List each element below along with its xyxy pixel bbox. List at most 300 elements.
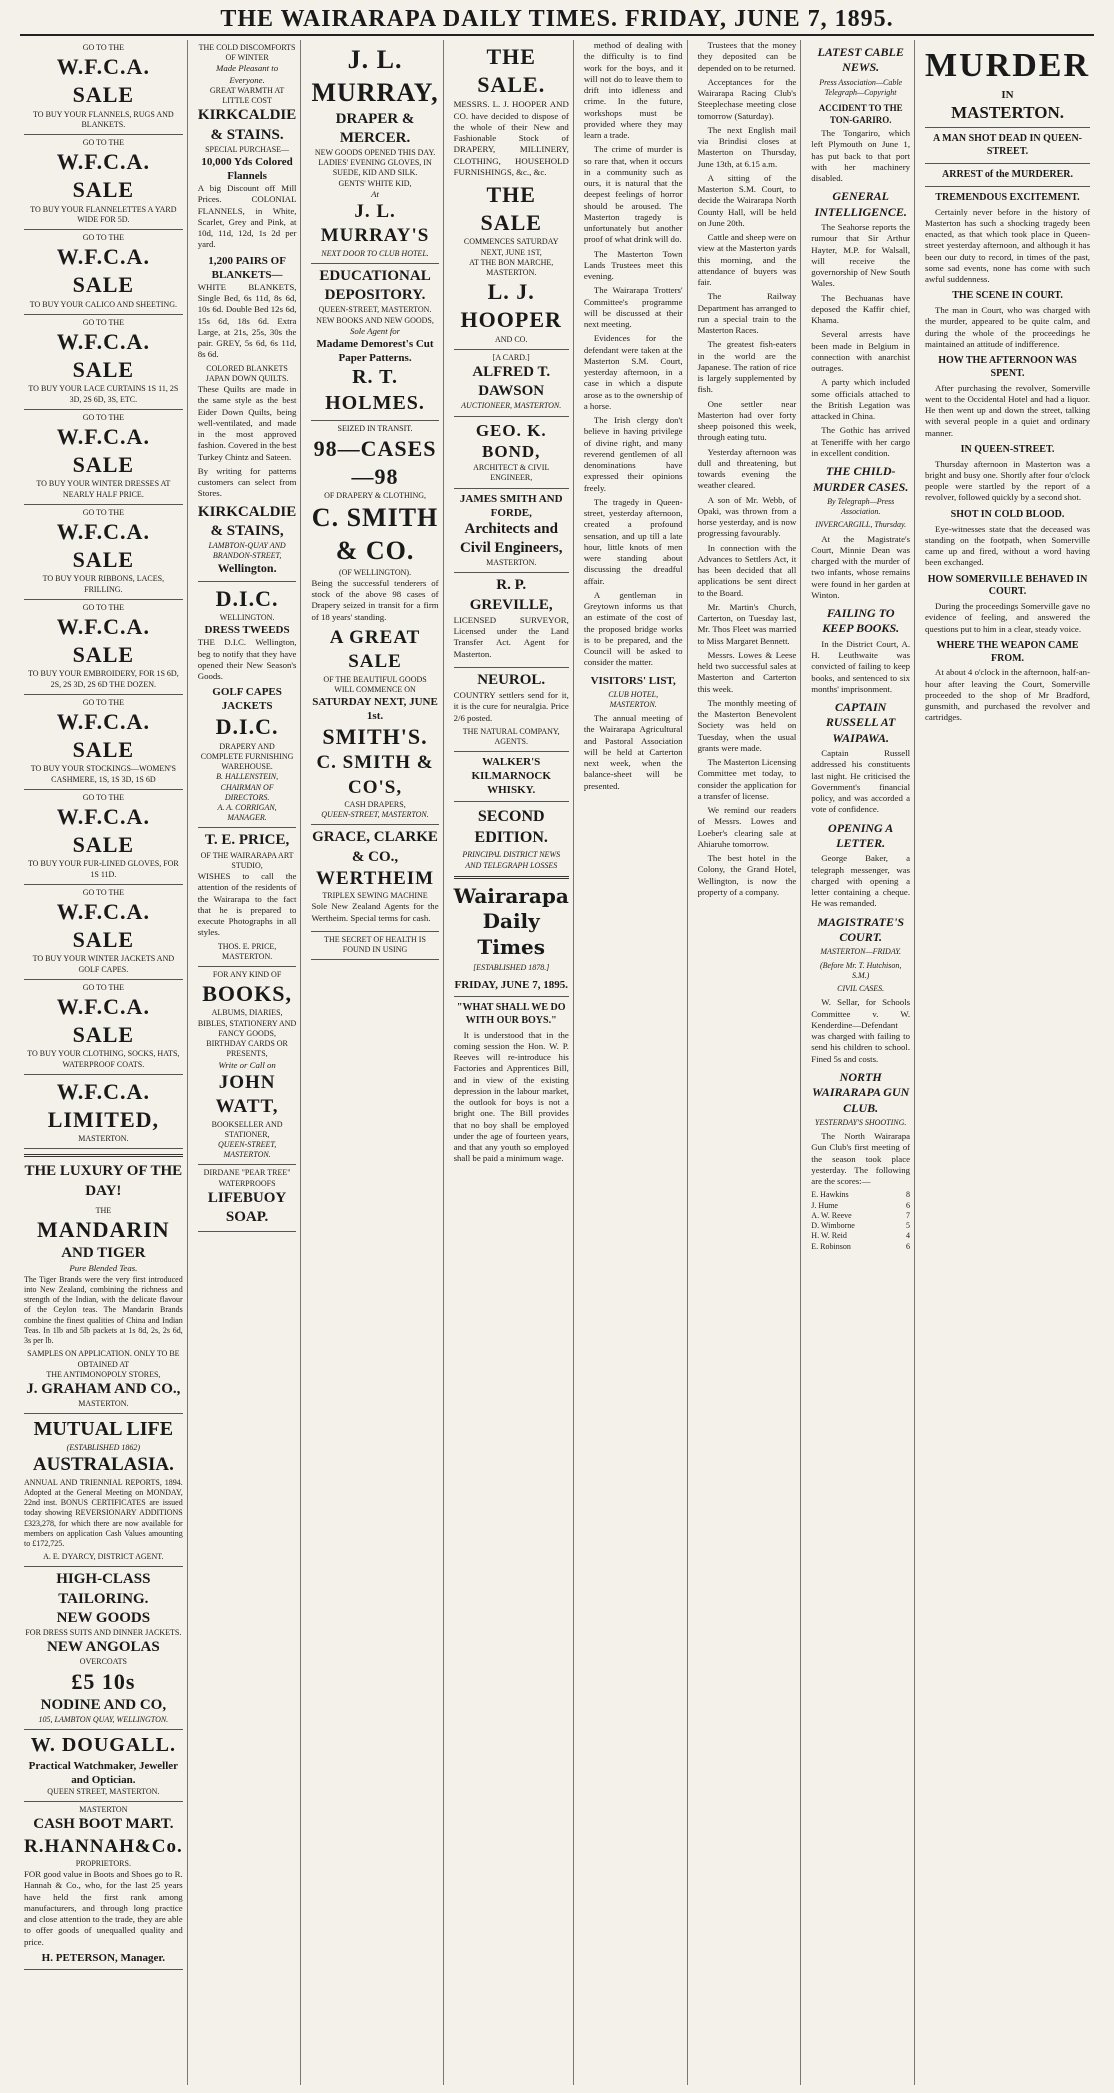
wfca-ad	[24, 410, 183, 505]
score-value: 6	[906, 1241, 911, 1251]
c6-para-6: The Railway Department has arranged to run a special train to the Masterton Races.	[697, 291, 797, 335]
wfca-sale-name: W.F.C.A. SALE	[56, 329, 150, 383]
smith-ad	[311, 421, 438, 825]
column-4	[450, 40, 574, 2085]
smith-queen-st: QUEEN-STREET, MASTERTON.	[321, 810, 429, 820]
score-row	[811, 1201, 910, 1211]
queen-street: QUEEN STREET, MASTERTON.	[47, 1787, 160, 1797]
dic-manager: A. A. CORRIGAN, MANAGER.	[217, 802, 277, 823]
bond-name: GEO. K. BOND,	[475, 420, 547, 462]
wfca-sale-name: W.F.C.A. SALE	[56, 424, 150, 478]
murder-para-5: Eye-witnesses state that the deceased was standing on the footpath, when Somerville came up and fired, without a word having been exchanged.	[925, 523, 1091, 568]
latest-cable-news: LATEST CABLE NEWS.	[817, 45, 904, 75]
hooper-co: AND CO.	[494, 334, 528, 344]
wfca-sale-name: W.F.C.A. SALE	[56, 54, 150, 108]
murder-masterton: MASTERTON.	[951, 102, 1064, 122]
c6-para-2: Acceptances for the Wairarapa Racing Club's Steeplechase meeting close tomorrow (Saturday).	[697, 76, 797, 121]
will-commence: WILL COMMENCE ON	[334, 684, 416, 694]
arrest-heading: ARREST of the MURDERER.	[942, 168, 1073, 180]
opening-text: George Baker, a telegraph messenger, was charged with opening a letter containing a cheque. He was remanded.	[811, 853, 911, 909]
wfca-go-to: GO TO THE	[82, 43, 125, 52]
column-1	[20, 40, 188, 2085]
times-title: Wairarapa Daily Times	[453, 883, 569, 960]
beautiful-goods: OF THE BEAUTIFUL GOODS	[323, 674, 427, 684]
score-row	[811, 1221, 910, 1231]
wfca-go-to: GO TO THE	[82, 792, 125, 802]
hannah-name: R.HANNAH&Co.	[24, 1835, 183, 1857]
columns	[20, 40, 1094, 2085]
saturday-next: SATURDAY NEXT, JUNE 1st.	[312, 696, 438, 723]
natural-co: THE NATURAL COMPANY, AGENTS.	[462, 726, 560, 746]
blanket-text: WHITE BLANKETS, Single Bed, 6s 11d, 8s 6d, 10s 6d. Double Bed 12s 6d, 15s 6d, 18s 6d. Extra Large, at 21s, 25s, 30s the pair. GREY, 5s 6d, 6s 11d, 8s 6d.	[197, 281, 297, 360]
wfca-line: TO BUY YOUR FLANNELS, RUGS AND BLANKETS.	[33, 109, 174, 129]
mutual-life-title: MUTUAL LIFE	[33, 1418, 174, 1441]
second-edition-sub: PRINCIPAL DISTRICT NEWS AND TELEGRAPH LOSSES	[462, 850, 561, 870]
c5-para-5: Evidences for the defendant were taken at the Masterton S.M. Court, yesterday afternoon, in a case in which a dispute arose as to the ownership of a horse.	[583, 333, 683, 411]
wfca-line: TO BUY YOUR WINTER DRESSES AT NEARLY HALF PRICE.	[36, 479, 171, 499]
wfca-ad	[24, 40, 183, 135]
wfca-line: TO BUY YOUR STOCKINGS—WOMEN'S CASHMERE, 1S, 1S 3D, 1S 6D	[30, 764, 176, 784]
wfca-go-to: GO TO THE	[82, 233, 125, 243]
smith-cos: C. SMITH & CO'S,	[316, 752, 434, 798]
failing-books-heading: FAILING TO KEEP BOOKS.	[822, 606, 900, 636]
hannah-ad	[24, 1802, 183, 1970]
kirkcaldie-footer: KIRKCALDIE & STAINS,	[197, 503, 297, 539]
dawson-name: ALFRED T. DAWSON	[472, 364, 551, 400]
luxury-heading: THE LUXURY OF THE DAY!	[24, 1163, 183, 1199]
before-line: (Before Mr. T. Hutchison, S.M.)	[820, 960, 902, 980]
russell-text: Captain Russell addressed his constituents last night. He criticised the Government's financial policy, and was accorded a vote of confidence.	[811, 748, 911, 815]
wfca-go-to: GO TO THE	[82, 412, 125, 422]
score-name: D. Wimborne	[811, 1221, 855, 1231]
scene-heading: THE SCENE IN COURT.	[952, 290, 1063, 302]
overcoats: OVERCOATS	[79, 1657, 127, 1667]
nodine-name: NODINE AND CO,	[40, 1696, 167, 1713]
c6-para-1: Trustees that the money they deposited can be depended on to be returned.	[697, 40, 797, 73]
and-tiger: AND TIGER	[61, 1245, 146, 1262]
holmes-ad	[311, 264, 438, 421]
score-value: 4	[906, 1231, 911, 1241]
murder-para-6: During the proceedings Somerville gave no evidence of feeling, and answered the questions put to him in a clear, steady voice.	[925, 601, 1091, 634]
tongariro-text: The Tongariro, which left Plymouth on June 1, has put back to that port with her machinery disabled.	[811, 128, 911, 184]
wfca-ad	[24, 600, 183, 695]
c5-para-8: A gentleman in Greytown informs us that an estimate of the cost of the proposed bridge works is to be prepared, and the Council will be asked to consider the matter.	[583, 589, 683, 668]
wfca-town: MASTERTON.	[78, 1134, 129, 1144]
dic-text: THE D.I.C. Wellington, beg to notify that they have opened their New Season's Goods.	[197, 637, 297, 681]
coloured-blankets: COLORED BLANKETS	[206, 363, 288, 373]
wfca-go-to: GO TO THE	[82, 697, 125, 707]
weapon-heading: WHERE THE WEAPON CAME FROM.	[936, 639, 1079, 664]
score-value: 5	[906, 1221, 911, 1231]
c5-para-4: The Wairarapa Trotters' Committee's programme will be discussed at their next meeting.	[583, 285, 683, 329]
civil-cases: CIVIL CASES.	[837, 984, 885, 994]
price: £5 10s	[71, 1668, 136, 1694]
mutual-australasia: AUSTRALASIA.	[32, 1454, 174, 1476]
next-club: NEXT DOOR TO CLUB HOTEL.	[321, 248, 429, 258]
dic-title: D.I.C.	[215, 585, 279, 611]
hooper-ad	[454, 40, 569, 350]
c6-para-9: Yesterday afternoon was dull and threatening, but towards evening the weather cleared.	[697, 446, 797, 491]
wfca-sale-name: W.F.C.A. SALE	[56, 709, 150, 763]
of-drapery: OF DRAPERY & CLOTHING,	[324, 490, 426, 500]
hannah-town: MASTERTON	[79, 1805, 128, 1815]
mutual-agent: A. E. DYARCY, DISTRICT AGENT.	[43, 1552, 164, 1562]
wfca-line: TO BUY YOUR FUR-LINED GLOVES, FOR 1S 11D.	[27, 859, 179, 879]
gun-text: The North Wairarapa Gun Club's first meeting of the season took place yesterday. The following are the scores:—	[811, 1131, 911, 1187]
lifebuoy: LIFEBUOY SOAP.	[207, 1189, 287, 1226]
score-name: A. W. Reeve	[811, 1210, 852, 1220]
new-goods-opened: NEW GOODS OPENED THIS DAY.	[314, 147, 436, 157]
pear-tree-ad	[198, 1165, 297, 1232]
golf-capes: GOLF CAPES JACKETS	[212, 686, 282, 713]
wfca-sale-name: W.F.C.A. SALE	[56, 244, 150, 298]
triplex: TRIPLEX SEWING MACHINE	[322, 891, 428, 901]
neurol-text: COUNTRY settlers send for it, it is the cure for neuralgia. Price 2/6 posted.	[453, 690, 569, 723]
wfca-ad	[24, 315, 183, 410]
blanket-pairs: 1,200 PAIRS OF BLANKETS—	[208, 254, 286, 281]
gents-kid: GENTS' WHITE KID,	[338, 178, 412, 188]
murder-para-1: Certainly never before in the history of Masterton has such a shocking tragedy been enacted, as that which took place in Queen-street yesterday afternoon, and although it has been our duty to record, in times of the past, some sad events, none has come with such awful suddenness.	[925, 206, 1091, 285]
murray-ad	[311, 40, 438, 264]
neurol-title: NEUROL.	[477, 671, 546, 688]
wfca-go-to: GO TO THE	[82, 507, 125, 517]
commences: COMMENCES SATURDAY NEXT, JUNE 1ST,	[463, 237, 559, 257]
c5-para-3: The Masterton Town Lands Trustees meet this evening.	[583, 248, 683, 281]
dress-tweeds: DRESS TWEEDS	[204, 624, 290, 637]
press-assoc: Press Association—Cable Telegraph—Copyright	[819, 77, 903, 97]
scores-table	[811, 1190, 910, 1251]
murder-para-2: The man in Court, who was charged with the murder, appeared to be quite calm, and during the whole of the proceedings he maintained an attitude of indifference.	[925, 305, 1091, 349]
c6-para-16: We remind our readers of Messrs. Lowes and Loeber's clearing sale at Ahiaruhe tomorrow.	[697, 805, 797, 849]
suits-line: FOR DRESS SUITS AND DINNER JACKETS.	[25, 1628, 182, 1638]
watt-name: JOHN WATT,	[215, 1071, 279, 1118]
evening-gloves: LADIES' EVENING GLOVES, IN SUEDE, KID AND SILK.	[318, 158, 432, 178]
wfca-go-to: GO TO THE	[82, 317, 125, 327]
new-goods: NEW GOODS	[56, 1609, 151, 1626]
wfca-ad	[24, 885, 183, 980]
editorial-text: It is understood that in the coming session the Hon. W. P. Reeves will re-introduce his Factories and Apprentices Bill, and in view of the existing depression in the labour market, the outlook for boys is not a bright one. The Bill provides that no boy shall be employed under the age of fourteen years, and that any youth so employed shall be paid a minimum wage.	[453, 1029, 569, 1164]
gen-4: A party which included some officials attached to the British Legation was attacked in China.	[811, 377, 911, 422]
magistrate-heading: MAGISTRATE'S COURT.	[817, 914, 905, 944]
lambton-quay: LAMBTON-QUAY AND BRANDON-STREET,	[208, 540, 286, 561]
wfca-sale-name: W.F.C.A. SALE	[56, 519, 150, 573]
wfca-go-to: GO TO THE	[82, 887, 125, 897]
score-row	[811, 1231, 910, 1241]
score-row	[811, 1211, 910, 1221]
proprietors: PROPRIETORS.	[75, 1858, 131, 1868]
c6-para-7: The greatest fish-eaters in the world are the Japanese. The ration of rice is largely supplemented by fish.	[697, 339, 797, 395]
score-row	[811, 1190, 910, 1200]
cash-drapers: CASH DRAPERS,	[344, 799, 406, 809]
afternoon-heading: HOW THE AFTERNOON WAS SPENT.	[938, 355, 1077, 379]
c5-para-1: method of dealing with the difficulty is to find work for the boys, and it will not do to leave them to drift into idleness and crime. In the future, workshops must be provided where they may learn a trade.	[583, 40, 683, 140]
c6-para-8: One settler near Masterton had over forty sheep poisoned this week, through eating tutu.	[697, 398, 797, 443]
peterson-manager: H. PETERSON, Manager.	[41, 1951, 166, 1964]
murder-para-7: At about 4 o'clock in the afternoon, half-an-hour after leaving the Court, Somerville proceeded to the shop of Mr Bradford, gunsmith, and purchased the revolver and cartridges.	[925, 667, 1091, 723]
score-name: J. Hume	[811, 1200, 838, 1210]
column-2	[194, 40, 302, 2085]
cases-98: 98—CASES—98	[313, 435, 437, 489]
score-name: H. W. Reid	[811, 1231, 847, 1241]
architects-ad	[454, 489, 569, 574]
newspaper-title: THE WAIRARAPA DAILY TIMES. FRIDAY, JUNE 7, 1895.	[220, 6, 894, 32]
tailoring-heading: HIGH-CLASS TAILORING.	[56, 1571, 151, 1607]
cold-blood-heading: SHOT IN COLD BLOOD.	[950, 508, 1065, 520]
score-name: E. Hawkins	[811, 1190, 849, 1200]
gun-club-heading: NORTH WAIRARAPA GUN CLUB.	[812, 1069, 910, 1115]
wellington: Wellington.	[217, 561, 277, 576]
mandarin-ad	[24, 1203, 183, 1415]
books-title: BOOKS,	[202, 981, 292, 1007]
new-books: NEW BOOKS AND NEW GOODS,	[316, 315, 434, 325]
grace-name: GRACE, CLARKE & CO.,	[312, 829, 438, 865]
price-name: T. E. PRICE,	[204, 832, 290, 849]
walker-ad	[454, 752, 569, 802]
sole-agent: Sole Agent for	[349, 325, 401, 336]
dic-town: WELLINGTON.	[219, 612, 275, 622]
greville-ad	[454, 573, 569, 667]
c6-para-14: The monthly meeting of the Masterton Benevolent Society was held on Tuesday, when the usual grants were made.	[697, 697, 797, 753]
hannah-text: FOR good value in Boots and Shoes go to R. Hannah & Co., who, for the last 25 years have held the first rank among manufacturers, and through long practice and close attention to the trade, they are able to offer goods of unequalled quality and price.	[24, 1869, 183, 1947]
bond-ad	[454, 417, 569, 489]
price-studio-ad	[198, 828, 297, 967]
seized-in-transit: SEIZED IN TRANSIT.	[337, 424, 413, 434]
walker-whisky: WALKER'S KILMARNOCK WHISKY.	[471, 756, 551, 797]
kirkcaldie-name: KIRKCALDIE & STAINS.	[197, 107, 297, 143]
the-sale: THE SALE.	[477, 44, 546, 98]
dic-title-2: D.I.C.	[215, 714, 279, 740]
c6-para-17: The best hotel in the Colony, the Grand Hotel, Wellington, is now the property of a company.	[697, 853, 797, 897]
grace-text: Sole New Zealand Agents for the Wertheim. Special terms for cash.	[311, 901, 439, 923]
hallenstein: B. HALLENSTEIN, CHAIRMAN OF DIRECTORS.	[216, 772, 279, 802]
score-value: 6	[906, 1200, 911, 1210]
c6-para-11: In connection with the Advances to Settlers Act, it has been decided that all applications be sent direct to the Board.	[697, 542, 797, 598]
cold-discomforts: THE COLD DISCOMFORTS OF WINTER	[198, 43, 296, 63]
c5-para-2: The crime of murder is so rare that, when it occurs in a community such as ours, it is natural that the deepest feelings of horror should be aroused. The Masterton tragedy is unfortunately but another proof of what drink will do.	[583, 144, 683, 245]
behaved-heading: HOW SOMERVILLE BEHAVED IN COURT.	[927, 573, 1088, 598]
architects-line: Architects and Civil Engineers,	[459, 520, 563, 557]
queen-street-heading: IN QUEEN-STREET.	[960, 443, 1055, 455]
visitors-list: VISITORS' LIST,	[590, 674, 676, 687]
general-intelligence: GENERAL INTELLIGENCE.	[814, 189, 907, 219]
architects-town: MASTERTON.	[486, 558, 537, 568]
wfca-limited: W.F.C.A. LIMITED,	[47, 1078, 159, 1133]
grace-clarke-ad	[311, 825, 438, 931]
accident-heading: ACCIDENT TO THE TON-GARIRO.	[818, 103, 903, 125]
dawson-ad	[454, 350, 569, 417]
neurol-ad	[454, 668, 569, 752]
mag-text: W. Sellar, for Schools Committee v. W. Kenderdine—Defendant was charged with failing to send his children to school. Fined 5s and costs.	[811, 997, 911, 1064]
visitors-sub: CLUB HOTEL, MASTERTON.	[608, 689, 659, 709]
wfca-line: TO BUY YOUR CALICO AND SHEETING.	[29, 299, 177, 309]
mag-sub: MASTERTON—FRIDAY.	[820, 947, 901, 957]
murray-at: At	[371, 188, 379, 199]
child-murder-heading: THE CHILD-MURDER CASES.	[812, 464, 909, 494]
bon-marche: AT THE BON MARCHE, MASTERTON.	[469, 257, 554, 278]
smith-forde: JAMES SMITH AND FORDE,	[459, 492, 563, 519]
column-5	[580, 40, 688, 2085]
boot-mart: CASH BOOT MART.	[33, 1816, 174, 1833]
great-warmth: GREAT WARMTH AT LITTLE COST	[209, 85, 285, 106]
smith-town: (OF WELLINGTON).	[338, 567, 412, 577]
holmes-queen-st: QUEEN-STREET, MASTERTON.	[318, 305, 432, 315]
gun-sub: YESTERDAY'S SHOOTING.	[814, 1117, 907, 1127]
greville-text: LICENSED SURVEYOR, Licensed under the Land Transfer Act. Agent for Masterton.	[453, 614, 569, 659]
wfca-sale-name: W.F.C.A. SALE	[56, 994, 150, 1048]
wfca-go-to: GO TO THE	[82, 138, 125, 148]
nodine-address: 105, LAMBTON QUAY, WELLINGTON.	[38, 1715, 169, 1725]
hooper-name: L. J. HOOPER	[460, 279, 562, 333]
c6-para-10: A son of Mr. Webb, of Opaki, was thrown from a horse yesterday, and is now progressing favourably.	[697, 494, 797, 539]
wfca-line: TO BUY YOUR FLANNELETTES A YARD WIDE FOR 5D.	[30, 204, 177, 224]
wfca-ad	[24, 790, 183, 885]
murder-para-3: After purchasing the revolver, Somerville went to the Occidental Hotel and had a liquor. He then went up and down the street, talking with several people in a quiet and ordinary manner.	[925, 382, 1091, 438]
wfca-ad	[24, 505, 183, 600]
japan-text: These Quilts are made in the same style as the best Eider Down Quilts, being well-ventilated, and made in the most approved fashion. Covered in the best Turkey Chintz and Sateen.	[197, 384, 297, 462]
dougall-name: W. DOUGALL.	[30, 1734, 176, 1757]
price-sign: THOS. E. PRICE, MASTERTON.	[217, 941, 277, 961]
smith-name: C. SMITH & CO.	[311, 503, 439, 566]
murder-heading: MURDER	[925, 47, 1091, 84]
art-studio: OF THE WAIRARAPA ART STUDIO,	[200, 850, 294, 870]
wfca-ad	[24, 230, 183, 315]
smiths: SMITH'S.	[322, 724, 428, 750]
card-label: [A CARD.]	[492, 352, 530, 362]
architect: ARCHITECT & CIVIL ENGINEER,	[473, 463, 550, 483]
masthead	[20, 4, 1094, 36]
wfca-ad	[24, 695, 183, 790]
new-angolas: NEW ANGOLAS	[47, 1639, 160, 1656]
child-text: At the Magistrate's Court, Minnie Dean was charged with the murder of two infants, whose remains were found in her garden at Winton.	[811, 533, 911, 600]
greville-name: R. P. GREVILLE,	[469, 577, 553, 613]
kirkcaldie-ad	[198, 40, 297, 582]
score-value: 8	[906, 1190, 911, 1200]
flannel-text: A big Discount off Mill Prices. COLONIAL FLANNELS, in White, Scarlet, Grey and Pink, at 10d, 11d, 12d, 1s 2d per yard.	[197, 183, 297, 250]
murray-name-2: J. L. MURRAY'S	[320, 201, 430, 247]
made-pleasant: Made Pleasant to Everyone.	[216, 63, 279, 85]
the-sale-2: THE SALE	[480, 182, 542, 236]
butterick: Madame Demorest's Cut Paper Patterns.	[316, 338, 434, 365]
gen-3: Several arrests have been made in Belgium in connection with anarchist outrages.	[811, 329, 911, 374]
watt-address: QUEEN-STREET, MASTERTON.	[217, 1139, 277, 1160]
gen-1: The Seahorse reports the rumour that Sir Arthur Hayter, M.P. for Walsall, will receive the governorship of New South Wales.	[811, 222, 911, 289]
bookseller: BOOKSELLER AND STATIONER,	[211, 1119, 283, 1139]
dougall-ad	[24, 1730, 183, 1802]
special-purchase: SPECIAL PURCHASE—	[205, 144, 290, 154]
holmes-name: R. T. HOLMES.	[325, 366, 425, 414]
japan-quilts: JAPAN DOWN QUILTS.	[205, 373, 289, 383]
russell-heading: CAPTAIN RUSSELL AT WAIPAWA.	[825, 700, 896, 745]
c6-para-12: Mr. Martin's Church, Carterton, on Tuesday last, Mr. Thos Fleet was married to Miss Margaret Bennett.	[697, 601, 797, 646]
excitement-heading: TREMENDOUS EXCITEMENT.	[935, 191, 1080, 203]
score-row	[811, 1242, 910, 1252]
books-for: FOR ANY KIND OF	[212, 970, 282, 980]
c6-para-5: Cattle and sheep were on view at the Masterton yards this morning, and the attendance of buyers was fair.	[697, 232, 797, 287]
blended-teas: Pure Blended Teas.	[69, 1263, 138, 1274]
dic-ad	[198, 582, 297, 829]
c6-para-4: A sitting of the Masterton S.M. Court, to decide the Wairarapa North County Hall, will be held on June 20th.	[697, 172, 797, 228]
shot-dead-heading: A MAN SHOT DEAD IN QUEEN-STREET.	[933, 133, 1083, 158]
c6-para-3: The next English mail via Brindisi closes at Masterton on Thursday, June 13th, at 6.15 a.m.	[697, 124, 797, 169]
wfca-line: TO BUY YOUR WINTER JACKETS AND GOLF CAPES.	[32, 954, 175, 974]
price-text: WISHES to call the attention of the residents of the Wairarapa to the fact that he is prepared to execute Photographs in all styles.	[197, 871, 297, 938]
column-3	[307, 40, 443, 2085]
wfca-sale-name: W.F.C.A. SALE	[56, 614, 150, 668]
smith-text: Being the successful tenderers of stock of the above 98 cases of Drapery seized in transit for a firm of 18 years' standing.	[311, 577, 439, 622]
draper-mercer: DRAPER & MERCER.	[335, 110, 415, 146]
mutual-text: ANNUAL AND TRIENNIAL REPORTS, 1894. Adopted at the General Meeting on MONDAY, 22nd inst. BONUS CERTIFICATES are issued today showing REVERSIONARY ADDITIONS £323,278, for which there are now available for members on application Cash Values amounting to £172,725.	[24, 1477, 183, 1548]
wfca-sale-name: W.F.C.A. SALE	[56, 804, 150, 858]
wfca-ad	[24, 135, 183, 230]
antimonopoly-stores: THE ANTIMONOPOLY STORES,	[46, 1369, 161, 1379]
c6-para-15: The Masterton Licensing Committee met today, to consider the application for a transfer of license.	[697, 757, 797, 801]
mutual-life-ad	[24, 1414, 183, 1567]
pear-tree: DIRDANE "PEAR TREE" WATERPROOFS	[203, 1168, 291, 1188]
gen-5: The Gothic has arrived at Teneriffe with her cargo in excellent condition.	[811, 425, 911, 458]
score-value: 7	[906, 1210, 911, 1220]
books-list: ALBUMS, DIARIES, BIBLES, STATIONERY AND FANCY GOODS, BIRTHDAY CARDS OR PRESENTS,	[197, 1008, 297, 1059]
wfca-line: TO BUY YOUR CLOTHING, SOCKS, HATS, WATERPROOF COATS.	[27, 1049, 180, 1069]
mutual-established: (ESTABLISHED 1862)	[66, 1443, 141, 1453]
books-ad	[198, 967, 297, 1165]
murder-in: IN	[1001, 88, 1014, 101]
failing-text: In the District Court, A. H. Leuthwaite was convicted of failing to keep books, and sentenced to six months' imprisonment.	[811, 638, 911, 694]
educational-depository: EDUCATIONAL DEPOSITORY.	[319, 267, 431, 304]
apply-text: By writing for patterns customers can select from Stores.	[197, 465, 297, 499]
column-7	[807, 40, 915, 2085]
child-sub: By Telegraph—Press Association.	[827, 496, 895, 517]
gen-2: The Bechuanas have deposed the Kaffir chief, Khama.	[811, 292, 911, 326]
wfca-line: TO BUY YOUR EMBROIDERY, FOR 1S 6D, 2S, 2S 3D, 2S 6D THE DOZEN.	[28, 669, 179, 689]
c6-para-13: Messrs. Lowes & Leese held two successful sales at Masterton and Carterton this week.	[697, 649, 797, 694]
wfca-go-to: GO TO THE	[82, 982, 125, 992]
coloured-flannels: 10,000 Yds Colored Flannels	[201, 156, 293, 183]
write-line: Write or Call on	[218, 1059, 276, 1070]
samples-line: SAMPLES ON APPLICATION. ONLY TO BE OBTAINED AT	[27, 1349, 180, 1369]
tea-text: The Tiger Brands were the very first introduced into New Zealand, combining the richness and strength of the Indian, with the delicate flavour of the Ceylon teas. The Mandarin Brands combine the finest qualities of China and Indian Teas. In 1lb and 5lb packets at 1s 8d, 2s, 2s 6d, 3s per lb.	[24, 1274, 183, 1346]
graham-town: MASTERTON.	[78, 1399, 129, 1409]
score-name: E. Robinson	[811, 1241, 851, 1251]
hooper-text: MESSRS. L. J. HOOPER AND CO. have decided to dispose of the whole of their New and Fashionable Stock of DRAPERY, MILLINERY, CLOTHING, HOUSEHOLD FURNISHINGS, &c., &c.	[453, 99, 569, 177]
watchmaker-line: Practical Watchmaker, Jeweller and Optician.	[28, 1759, 179, 1786]
mandarin-the: THE	[95, 1205, 112, 1215]
graham-name: J. GRAHAM AND CO.,	[26, 1381, 181, 1398]
wfca-footer-ad	[24, 1075, 183, 1150]
edition-date: FRIDAY, JUNE 7, 1895.	[454, 978, 568, 991]
invercargill: INVERCARGILL, Thursday.	[815, 520, 907, 530]
c5-para-6: The Irish clergy don't believe in having privilege of divine right, and many reverend gentlemen of all denominations have expressed their opinions freely.	[583, 415, 683, 493]
opening-letter-heading: OPENING A LETTER.	[828, 820, 894, 851]
dic-drapery: DRAPERY AND COMPLETE FURNISHING WAREHOUSE.	[200, 741, 294, 772]
column-8	[921, 40, 1094, 2085]
column-6	[694, 40, 802, 2085]
auctioneer: AUCTIONEER, MASTERTON.	[461, 401, 562, 411]
editorial-heading: "WHAT SHALL WE DO WITH OUR BOYS."	[456, 1001, 566, 1026]
great-sale: A GREAT SALE	[329, 626, 421, 673]
wfca-go-to: GO TO THE	[82, 602, 125, 612]
wfca-ad	[24, 980, 183, 1075]
murder-para-4: Thursday afternoon in Masterton was a bright and busy one. Shortly after four o'clock people were startled by the report of a revolver, followed quickly by a second shot.	[925, 458, 1091, 503]
tailoring-ad	[24, 1567, 183, 1730]
wfca-line: TO BUY YOUR LACE CURTAINS 1S 11, 2S 3D, 2S 6D, 3S, ETC.	[28, 384, 179, 404]
wfca-sale-name: W.F.C.A. SALE	[56, 899, 150, 953]
secret-health-ad	[311, 932, 438, 960]
mandarin-title: MANDARIN	[37, 1217, 170, 1243]
wfca-ad-list	[24, 40, 183, 1075]
secret-of-health: THE SECRET OF HEALTH IS FOUND IN USING	[324, 934, 426, 955]
established: [ESTABLISHED 1878.]	[473, 962, 550, 972]
wfca-sale-name: W.F.C.A. SALE	[56, 149, 150, 203]
